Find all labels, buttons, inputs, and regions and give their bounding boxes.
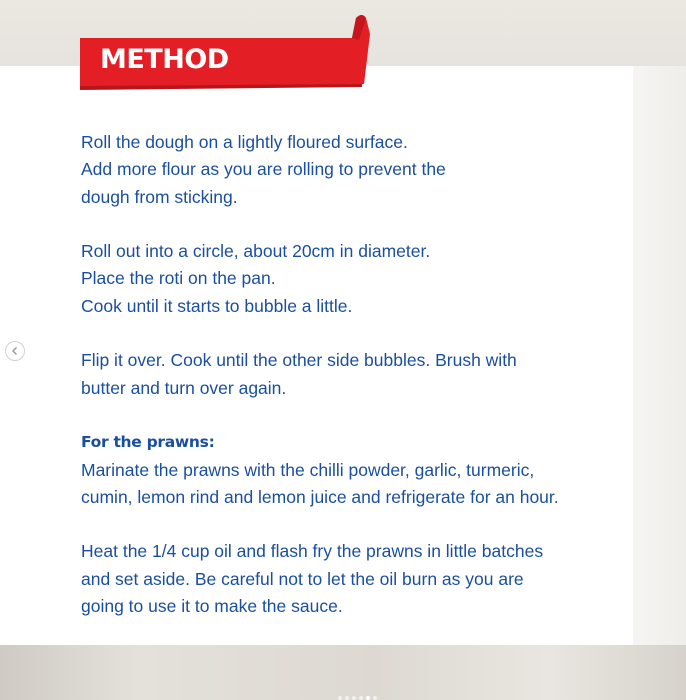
step-line: Place the roti on the pan. — [81, 268, 276, 289]
step-line: Cook until it starts to bubble a little. — [81, 295, 353, 316]
prawns-line: Heat the 1/4 cup oil and flash fry the prawns in little batches — [81, 541, 544, 562]
chevron-left-icon — [10, 346, 20, 356]
prawns-line: Marinate the prawns with the chilli powder, garlic, turmeric, — [81, 459, 535, 480]
carousel-dot[interactable] — [345, 696, 349, 700]
step-line: dough from sticking. — [81, 186, 238, 207]
step-paragraph — [81, 129, 629, 211]
carousel-dot[interactable] — [359, 696, 363, 700]
carousel-dot[interactable] — [338, 696, 342, 700]
method-text — [81, 129, 629, 648]
carousel-indicator — [338, 696, 377, 700]
carousel-dot[interactable] — [373, 696, 377, 700]
step-paragraph — [81, 238, 629, 320]
step-line: Add more flour as you are rolling to prevent the — [81, 159, 446, 180]
prawns-paragraph — [81, 538, 629, 620]
prawns-section — [81, 429, 629, 511]
prawns-heading: For the prawns: — [81, 433, 215, 452]
background-bottom — [0, 645, 686, 700]
carousel-dot[interactable] — [352, 696, 356, 700]
carousel-dot-active[interactable] — [366, 696, 370, 700]
step-line: Roll out into a circle, about 20cm in diameter. — [81, 241, 431, 262]
method-banner — [80, 12, 372, 96]
prawns-line: going to use it to make the sauce. — [81, 596, 343, 617]
step-line: Roll the dough on a lightly floured surface. — [81, 132, 408, 152]
method-title: METHOD — [100, 44, 229, 75]
previous-slide-button[interactable] — [5, 341, 25, 361]
step-paragraph — [81, 347, 629, 402]
step-line: Flip it over. Cook until the other side bubbles. Brush with — [81, 350, 517, 371]
prawns-line: cumin, lemon rind and lemon juice and refrigerate for an hour. — [81, 486, 559, 507]
next-slide-peek — [633, 66, 686, 647]
step-line: butter and turn over again. — [81, 377, 287, 398]
prawns-line: and set aside. Be careful not to let the oil burn as you are — [81, 568, 524, 589]
